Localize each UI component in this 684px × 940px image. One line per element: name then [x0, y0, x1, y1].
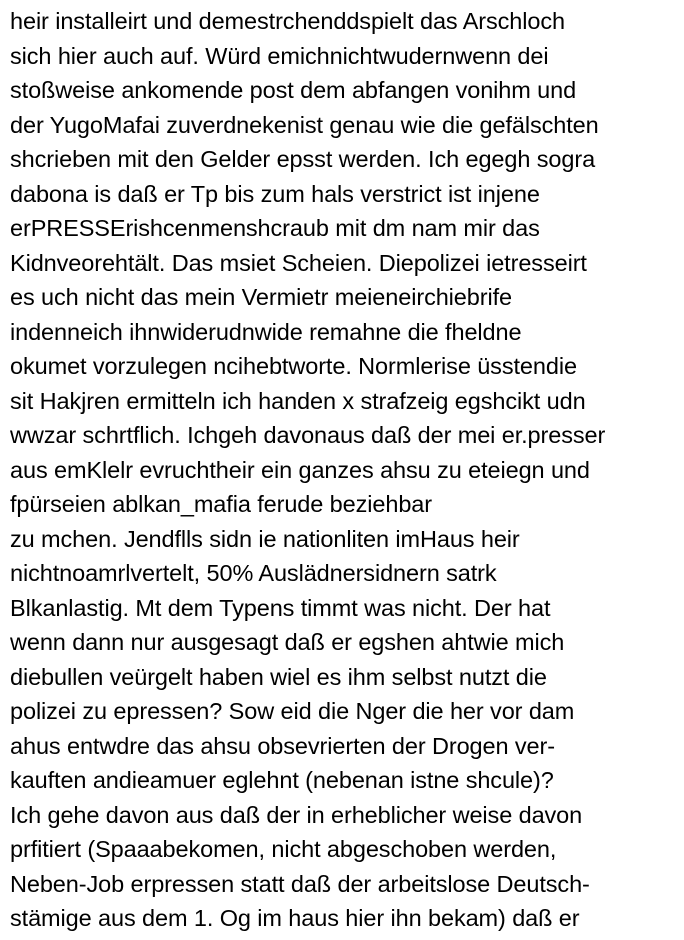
text-line: fpürseien ablkan_mafia ferude beziehbar — [10, 491, 432, 517]
text-line: polizei zu epressen? Sow eid die Nger die her vor dam — [10, 698, 575, 724]
text-line: indenneich ihnwiderudnwide remahne die fheldne — [10, 318, 522, 345]
text-line: nichtnoamrlvertelt, 50% Auslädnersidnern satrk — [10, 560, 497, 586]
text-line: okumet vorzulegen ncihebtworte. Normlerise üsstendie — [10, 353, 577, 379]
text-line: diebullen veürgelt haben wiel es ihm selbst nutzt die — [10, 663, 547, 690]
text-line: Kidnveorehtält. Das msiet Scheien. Diepolizei ietresseirt — [10, 249, 587, 276]
text-line: aus emKlelr evruchtheir ein ganzes ahsu zu eteiegn und — [10, 456, 590, 483]
text-line: erPRESSErishcenmenshcraub mit dm nam mir das — [10, 215, 540, 241]
text-line: sit Hakjren ermitteln ich handen x strafzeig egshcikt udn — [10, 387, 586, 414]
text-line: Neben-Job erpressen statt daß der arbeitslose Deutsch- — [10, 870, 590, 897]
text-line: sich hier auch auf. Würd emichnichtwudernwenn dei — [10, 42, 549, 69]
text-line: shcrieben mit den Gelder epsst werden. Ich egegh sogra — [10, 146, 596, 172]
text-line: es uch nicht das mein Vermietr meieneirchiebrife — [10, 284, 512, 310]
text-line: stoßweise ankomende post dem abfangen vonihm und — [10, 77, 577, 103]
text-line: der YugoMafai zuverdnekenist genau wie die gefälschten — [10, 111, 599, 138]
text-line: kauften andieamuer eglehnt (nebenan istne shcule)? — [10, 767, 554, 793]
text-line: wwzar schrtflich. Ichgeh davonaus daß der mei er.presser — [10, 422, 606, 448]
text-line: Ich gehe davon aus daß der in erheblicher weise davon — [10, 801, 583, 828]
text-line: zu mchen. Jendflls sidn ie nationliten imHaus heir — [10, 525, 520, 552]
text-line: stämige aus dem 1. Og im haus hier ihn bekam) daß er — [10, 905, 580, 931]
body-text — [10, 4, 680, 936]
text-line: prfitiert (Spaaabekomen, nicht abgeschoben werden, — [10, 836, 557, 862]
text-line: Blkanlastig. Mt dem Typens timmt was nicht. Der hat — [10, 594, 551, 621]
text-line: wenn dann nur ausgesagt daß er egshen ahtwie mich — [10, 629, 565, 655]
text-line: ahus entwdre das ahsu obsevrierten der Drogen ver- — [10, 732, 555, 759]
text-line: dabona is daß er Tp bis zum hals verstrict ist injene — [10, 180, 540, 207]
text-line: heir installeirt und demestrchenddspielt das Arschloch — [10, 8, 565, 34]
